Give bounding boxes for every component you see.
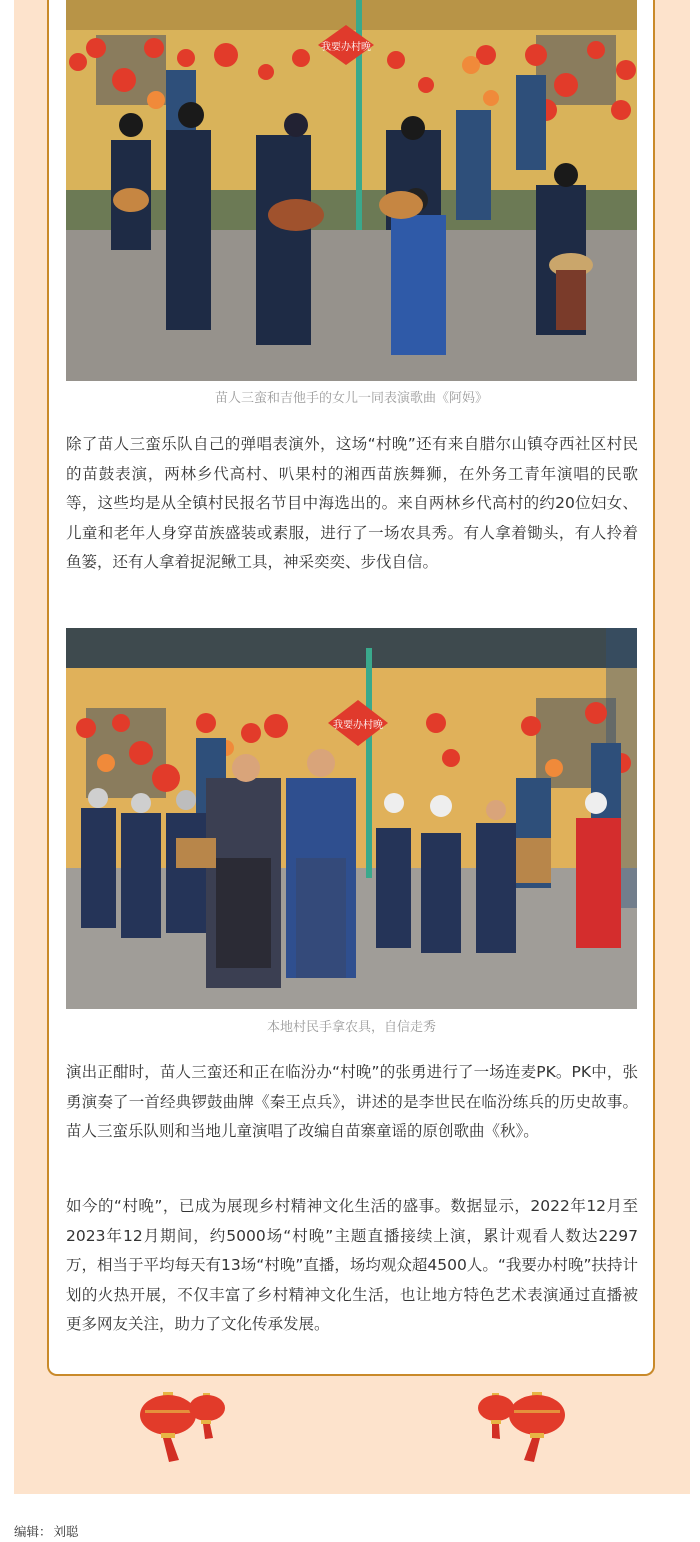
article-photo-1[interactable] bbox=[66, 0, 637, 381]
editor-credit bbox=[14, 1522, 81, 1540]
sign-text: 我要办村晚 bbox=[333, 720, 383, 731]
editor-label: 编辑： bbox=[14, 1524, 52, 1539]
article-photo-2[interactable] bbox=[66, 628, 637, 1009]
lantern-left-icon bbox=[135, 1390, 235, 1470]
photo-2-caption: 本地村民手拿农具，自信走秀 bbox=[266, 1020, 436, 1035]
sign-text: 我要办村晚 bbox=[321, 42, 371, 53]
editor-name: 刘聪 bbox=[53, 1524, 79, 1539]
article-paragraph-1: 除了苗人三蛮乐队自己的弹唱表演外，这场“村晚”还有来自腊尔山镇夺西社区村民的苗鼓表演，两林乡代高村、叭果村的湘西苗族舞狮，在外务工青年演唱的民歌等，这些均是从全镇村民报名节目中海选出的。来自两林乡代高村的约20位妇女、儿童和老年人身穿苗族盛装或素服，进行了一场农具秀。有人拿着锄头，有人拎着鱼篓，还有人拿着捉泥鳅工具，神采奕奕、步伐自信。 bbox=[66, 435, 638, 571]
photo-1-caption: 苗人三蛮和吉他手的女儿一同表演歌曲《阿妈》 bbox=[214, 391, 488, 406]
performance-photo-icon bbox=[66, 0, 637, 381]
lantern-right-icon bbox=[470, 1390, 570, 1470]
parade-photo-icon bbox=[66, 628, 637, 1009]
article-paragraph-3: 如今的“村晚”，已成为展现乡村精神文化生活的盛事。数据显示，2022年12月至2023年12月期间，约5000场“村晚”主题直播接续上演，累计观看人数达2297万，相当于平均每天有13场“村晚”直播，场均观众超4500人。“我要办村晚”扶持计划的火热开展，不仅丰富了乡村精神文化生活，也让地方特色艺术表演通过直播被更多网友关注，助力了文化传承发展。 bbox=[66, 1197, 638, 1333]
article-paragraph-2: 演出正酣时，苗人三蛮还和正在临汾办“村晚”的张勇进行了一场连麦PK。PK中，张勇演奏了一首经典锣鼓曲牌《秦王点兵》，讲述的是李世民在临汾练兵的历史故事。苗人三蛮乐队则和当地儿童演唱了改编自苗寨童谣的原创歌曲《秋》。 bbox=[66, 1063, 638, 1140]
